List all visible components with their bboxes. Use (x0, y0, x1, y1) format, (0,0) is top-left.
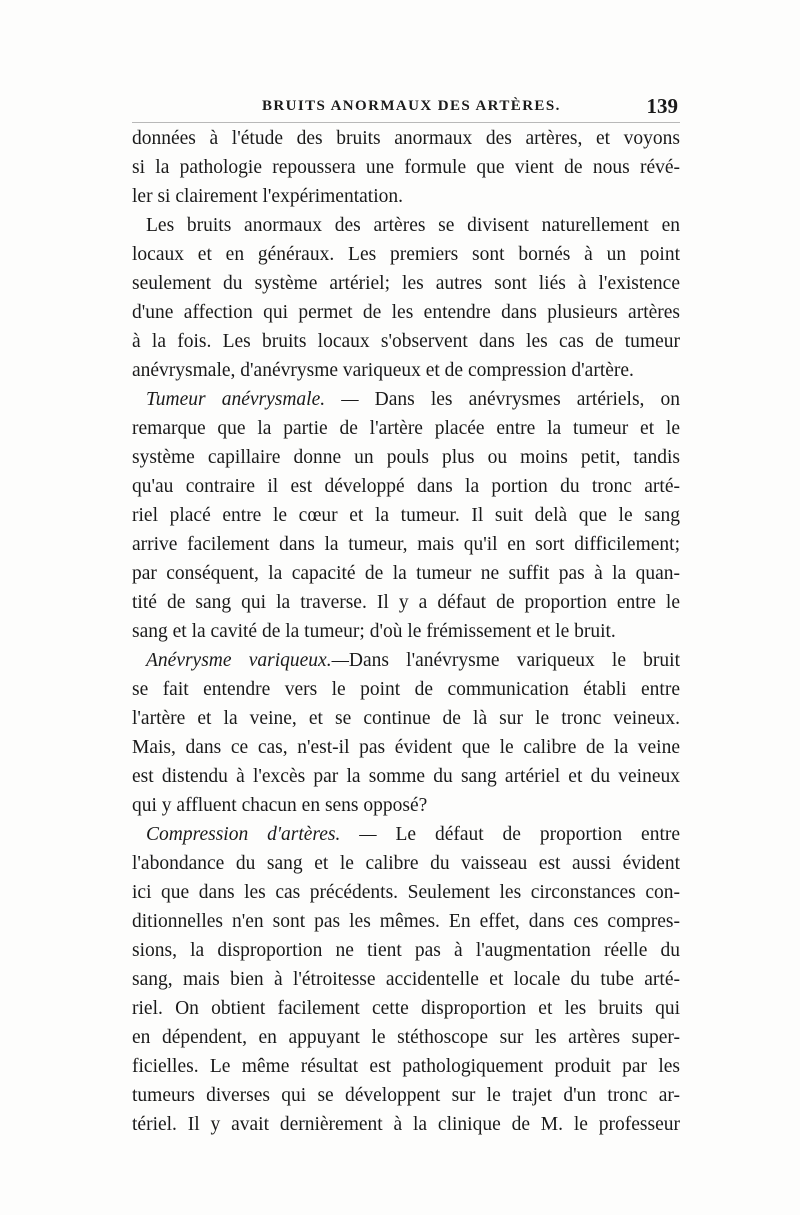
text-line: données à l'étude des bruits anormaux des artères, et voyons (132, 128, 680, 149)
section-lead-anevrysme: Anévrysme variqueux.— (146, 650, 349, 671)
text-line: qui y affluent chacun en sens opposé? (132, 795, 428, 816)
text-line-with-lead (132, 646, 680, 675)
text-line-with-lead (132, 385, 680, 414)
text-line-rest: Dans l'anévrysme variqueux le bruit (348, 650, 680, 671)
page-number: 139 (646, 94, 678, 118)
text-line: sang, mais bien à l'étroitesse accidentelle et locale du tube arté- (132, 969, 680, 990)
text-line: arrive facilement dans la tumeur, mais qu'il en sort difficilement; (132, 534, 680, 555)
text-line: l'artère et la veine, et se continue de là sur le tronc veineux. (132, 708, 680, 729)
body-text (132, 124, 680, 1139)
running-title: BRUITS ANORMAUX DES ARTÈRES. (262, 98, 561, 114)
text-line: par conséquent, la capacité de la tumeur ne suffit pas à la quan- (132, 563, 680, 584)
text-line: riel placé entre le cœur et la tumeur. Il suit delà que le sang (132, 505, 680, 526)
text-line: d'une affection qui permet de les entendre dans plusieurs artères (132, 302, 680, 323)
text-line: tumeurs diverses qui se développent sur le trajet d'un tronc ar- (132, 1085, 680, 1106)
section-lead-tumeur: Tumeur anévrysmale. — (146, 389, 359, 410)
text-line-with-lead (132, 820, 680, 849)
section-lead-compression: Compression d'artères. — (146, 824, 377, 845)
running-header (132, 96, 680, 123)
text-line: en dépendent, en appuyant le stéthoscope sur les artères super- (132, 1027, 680, 1048)
text-line: qu'au contraire il est développé dans la portion du tronc arté- (132, 476, 680, 497)
text-line-rest: Le défaut de proportion entre (395, 824, 680, 845)
text-line: si la pathologie repoussera une formule que vient de nous révé- (132, 157, 680, 178)
text-line: ficielles. Le même résultat est pathologiquement produit par les (132, 1056, 680, 1077)
text-line: système capillaire donne un pouls plus ou moins petit, tandis (132, 447, 680, 468)
text-line: sang et la cavité de la tumeur; d'où le frémissement et le bruit. (132, 621, 616, 642)
text-line: tériel. Il y avait dernièrement à la clinique de M. le professeur (132, 1114, 680, 1135)
text-line: Mais, dans ce cas, n'est-il pas évident que le calibre de la veine (132, 737, 680, 758)
text-line: Les bruits anormaux des artères se divisent naturellement en (146, 215, 680, 236)
text-line: à la fois. Les bruits locaux s'observent dans les cas de tumeur (132, 331, 680, 352)
text-line: ler si clairement l'expérimentation. (132, 186, 403, 207)
text-line: ditionnelles n'en sont pas les mêmes. En effet, dans ces compres- (132, 911, 680, 932)
text-line: tité de sang qui la traverse. Il y a défaut de proportion entre le (132, 592, 680, 613)
text-line: se fait entendre vers le point de communication établi entre (132, 679, 680, 700)
text-line: locaux et en généraux. Les premiers sont bornés à un point (132, 244, 680, 265)
text-line: anévrysmale, d'anévrysme variqueux et de compression d'artère. (132, 360, 634, 381)
text-line: l'abondance du sang et le calibre du vaisseau est aussi évident (132, 853, 680, 874)
text-line: riel. On obtient facilement cette disproportion et les bruits qui (132, 998, 680, 1019)
text-line: ici que dans les cas précédents. Seulement les circonstances con- (132, 882, 680, 903)
text-line: remarque que la partie de l'artère placée entre la tumeur et le (132, 418, 680, 439)
text-line: seulement du système artériel; les autres sont liés à l'existence (132, 273, 680, 294)
text-line: est distendu à l'excès par la somme du sang artériel et du veineux (132, 766, 680, 787)
text-line: sions, la disproportion ne tient pas à l'augmentation réelle du (132, 940, 680, 961)
text-line-rest: Dans les anévrysmes artériels, on (374, 389, 680, 410)
